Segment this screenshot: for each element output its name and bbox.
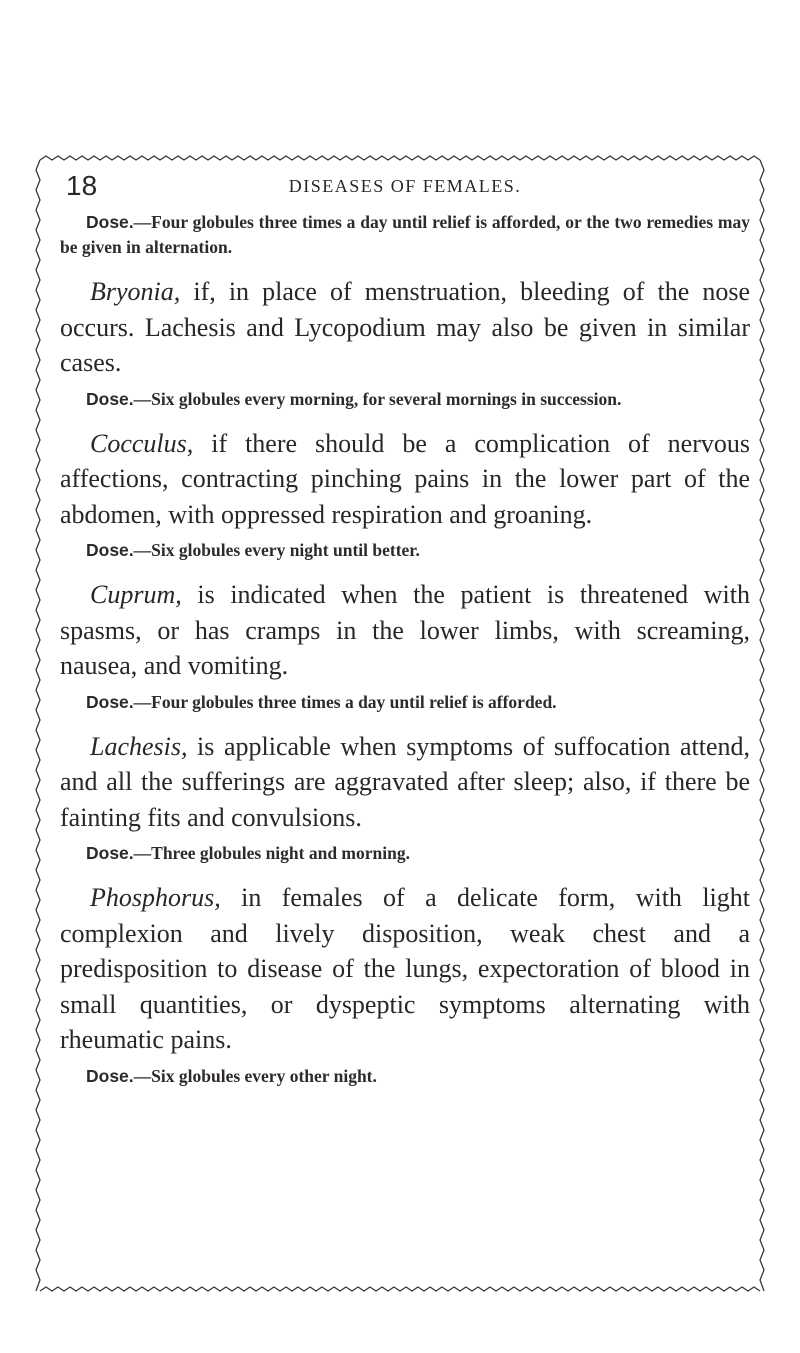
remedy-name: Bryonia,: [90, 277, 181, 306]
dose-note: [60, 387, 750, 412]
page-header: [60, 166, 750, 206]
running-head: DISEASES OF FEMALES.: [288, 176, 522, 196]
remedy-entry-bryonia: [60, 274, 750, 412]
dose-label: Dose.: [86, 388, 134, 409]
dose-text: —Six globules every night until better.: [133, 540, 420, 560]
remedy-entry-cuprum: [60, 577, 750, 715]
remedy-text: is applicable when symptoms of suffocation attend, and all the sufferings are aggravated after sleep; also, if there be fainting fits and convulsions.: [60, 731, 750, 832]
remedy-entry-lachesis: [60, 729, 750, 867]
dose-text: —Six globules every other night.: [133, 1065, 377, 1086]
remedy-entry-cocculus: [60, 426, 750, 564]
page-number: 18: [66, 170, 98, 201]
right-wavy-border: [760, 160, 764, 1291]
remedy-text: in females of a delicate form, with light complexion and lively disposition, weak chest and a predisposition to disease of the lungs, expectoration of blood in small quantities, or dyspeptic symptoms alternating with rheumatic pains.: [60, 883, 750, 1054]
dose-label: Dose.: [86, 212, 134, 232]
remedy-paragraph: [60, 880, 750, 1058]
dose-text: —Six globules every morning, for several mornings in succession.: [133, 388, 622, 409]
dose-note: [60, 690, 750, 715]
remedy-text: is indicated when the patient is threatened with spasms, or has cramps in the lower limbs, with screaming, nausea, and vomiting.: [60, 580, 750, 680]
top-wavy-border: [40, 156, 760, 160]
remedy-text: if, in place of menstruation, bleeding of the nose occurs. Lachesis and Lycopodium may also be given in similar cases.: [60, 277, 750, 377]
remedy-entry-phosphorus: [60, 880, 750, 1089]
remedy-name: Cocculus,: [90, 428, 194, 458]
dose-note: [60, 841, 750, 866]
remedy-paragraph: [60, 426, 750, 533]
remedy-paragraph: [60, 729, 750, 836]
dose-label: Dose.: [86, 691, 134, 712]
dose-text: —Four globules three times a day until relief is afforded.: [133, 691, 557, 712]
dose-label: Dose.: [86, 540, 134, 560]
remedy-name: Cuprum,: [90, 580, 182, 609]
dose-label: Dose.: [86, 1065, 134, 1086]
remedy-paragraph: [60, 577, 750, 684]
left-wavy-border: [36, 160, 40, 1291]
dose-text: —Four globules three times a day until relief is afforded, or the two remedies may be given in alternation.: [60, 212, 750, 257]
dose-note: [60, 538, 750, 563]
opening-dose: [60, 210, 750, 260]
remedy-text: if there should be a complication of nervous affections, contracting pinching pains in the lower part of the abdomen, with oppressed respiration and groaning.: [60, 428, 750, 529]
remedy-paragraph: [60, 274, 750, 381]
dose-label: Dose.: [86, 843, 134, 863]
remedy-name: Lachesis,: [90, 731, 188, 761]
remedy-name: Phosphorus,: [90, 883, 221, 912]
book-page: [60, 166, 750, 1103]
dose-note: [60, 1064, 750, 1089]
dose-text: —Three globules night and morning.: [133, 843, 410, 863]
bottom-wavy-border: [40, 1287, 760, 1291]
